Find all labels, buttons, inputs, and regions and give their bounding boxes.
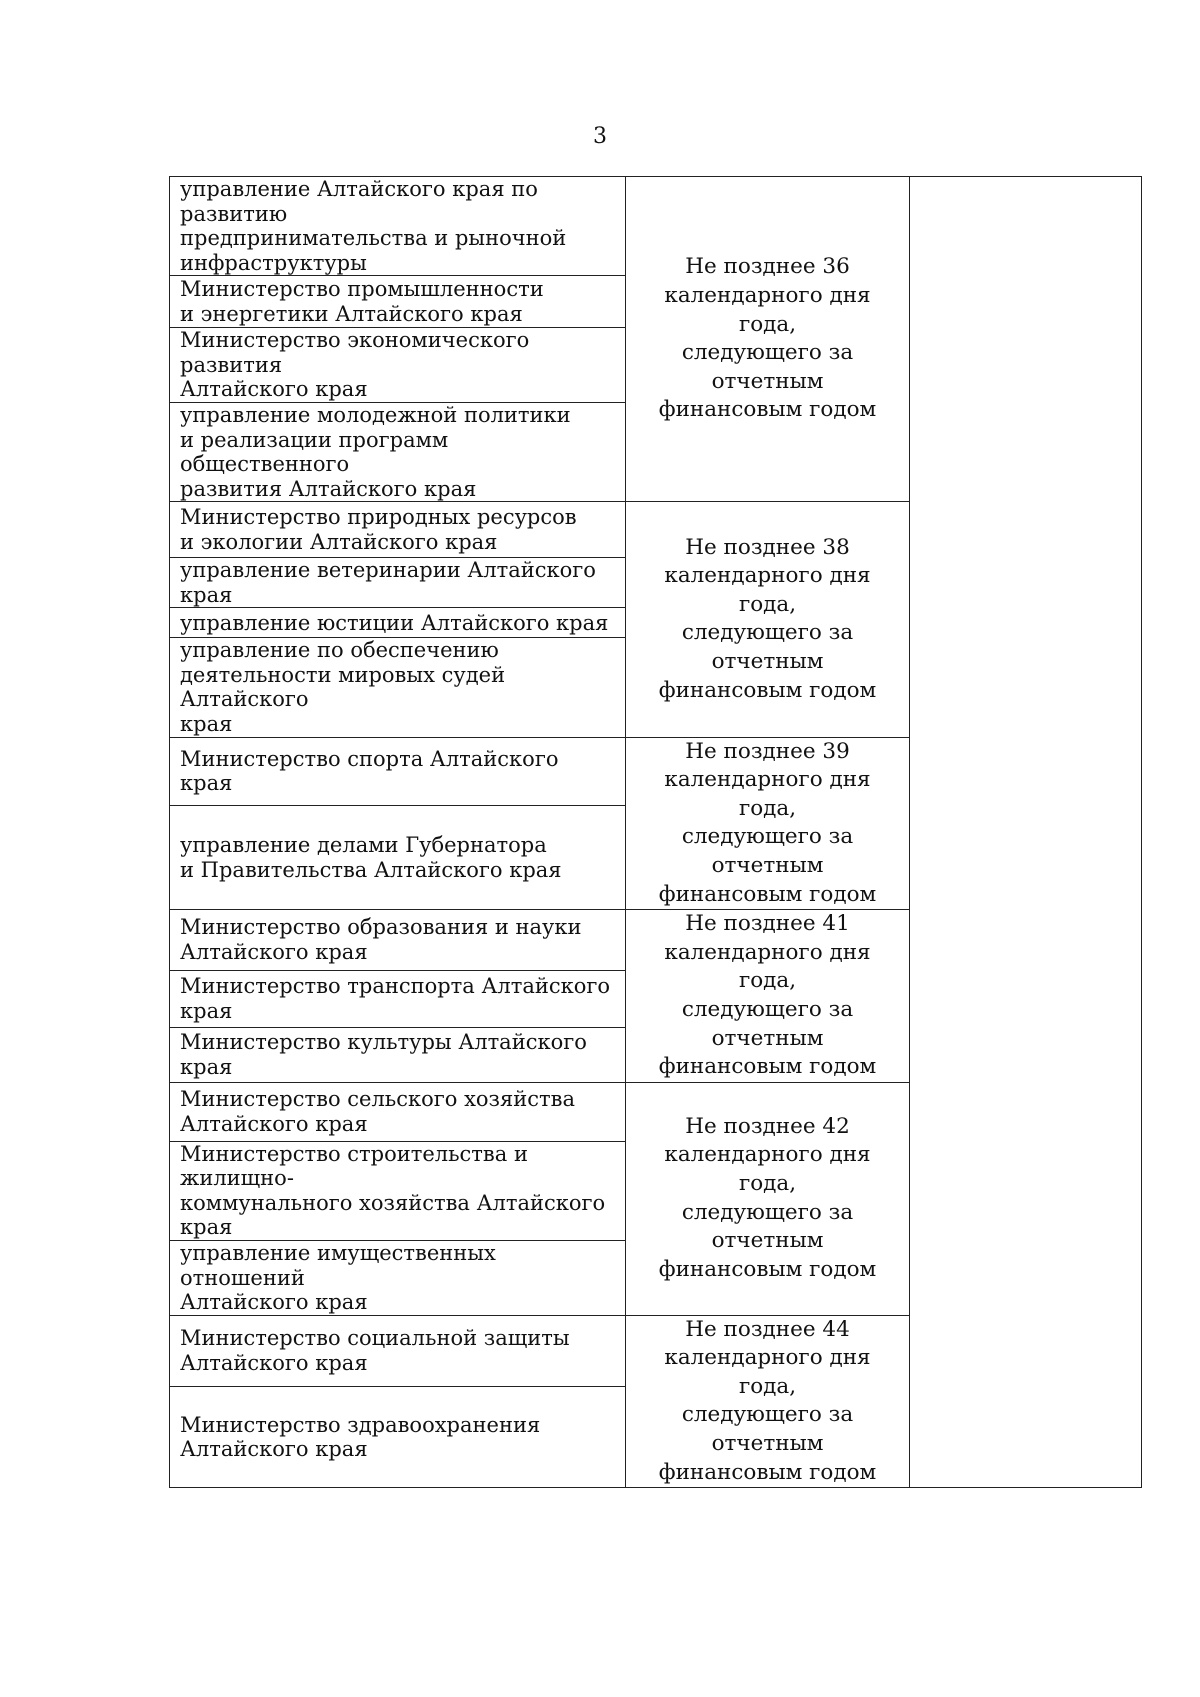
- organization-cell: [170, 1027, 626, 1082]
- organization-name-line: Министерство промышленности: [180, 277, 544, 302]
- organization-name-line: развития Алтайского края: [180, 476, 477, 501]
- organization-name-line: Алтайского края: [180, 1111, 368, 1136]
- deadline-text-line: следующего за отчетным: [681, 824, 854, 878]
- deadline-text-line: финансовым годом: [658, 677, 877, 703]
- deadline-text-line: финансовым годом: [658, 1054, 877, 1080]
- deadline-text-line: Не позднее 41: [685, 911, 850, 937]
- deadline-text-line: следующего за отчетным: [681, 620, 854, 674]
- organization-name-line: Министерство транспорта Алтайского: [180, 974, 611, 998]
- organization-name-line: Министерство культуры Алтайского края: [180, 1030, 587, 1079]
- table-row: [170, 177, 1142, 276]
- deadline-text-line: финансовым годом: [658, 397, 877, 423]
- organization-name-line: Министерство спорта Алтайского края: [180, 746, 559, 796]
- organization-name-line: управление делами Губернатора: [180, 833, 547, 858]
- organization-cell: [170, 970, 626, 1027]
- organization-name-line: Алтайского края: [180, 939, 368, 964]
- organization-name-line: управление ветеринарии Алтайского края: [180, 558, 596, 607]
- organization-cell: [170, 910, 626, 970]
- organization-cell: [170, 328, 626, 403]
- deadline-text-line: следующего за отчетным: [681, 340, 854, 394]
- deadline-text-line: календарного дня года,: [664, 1142, 871, 1197]
- organization-name-line: управление Алтайского края по развитию: [180, 177, 538, 226]
- deadline-text-line: календарного дня года,: [664, 939, 871, 994]
- organization-name-line: управление имущественных отношений: [180, 1240, 496, 1290]
- organization-name-line: управление по обеспечению: [180, 638, 499, 663]
- organization-cell: [170, 558, 626, 608]
- organization-name-line: Министерство сельского хозяйства: [180, 1087, 575, 1112]
- organization-name-line: Министерство образования и науки: [180, 915, 582, 940]
- organization-name-line: управление юстиции Алтайского края: [180, 610, 609, 635]
- organization-name-line: Алтайского края: [180, 1350, 368, 1375]
- organization-name-line: предпринимательства и рыночной: [180, 226, 567, 251]
- organization-cell: [170, 1315, 626, 1387]
- deadline-text-line: Не позднее 38: [685, 534, 850, 560]
- deadline-cell: [626, 737, 910, 910]
- deadline-text-line: следующего за отчетным: [681, 996, 854, 1051]
- organization-cell: [170, 737, 626, 806]
- organization-cell: [170, 608, 626, 638]
- organization-name-line: Министерство социальной защиты: [180, 1326, 570, 1351]
- page-number: 3: [593, 124, 607, 149]
- organization-name-line: края: [180, 712, 233, 736]
- deadline-text-line: календарного дня года,: [664, 282, 871, 337]
- deadline-text-line: календарного дня года,: [664, 563, 871, 617]
- deadline-text-line: календарного дня года,: [664, 767, 871, 821]
- organization-name-line: деятельности мировых судей Алтайского: [180, 662, 506, 712]
- organization-name-line: Алтайского края: [180, 1437, 368, 1462]
- organization-name-line: и Правительства Алтайского края: [180, 857, 562, 882]
- deadline-text-line: Не позднее 39: [685, 738, 850, 764]
- organization-cell: [170, 276, 626, 328]
- organization-name-line: и энергетики Алтайского края: [180, 301, 523, 326]
- organization-cell: [170, 638, 626, 737]
- organization-name-line: управление молодежной политики: [180, 402, 571, 427]
- deadline-cell: [626, 910, 910, 1083]
- organization-name-line: коммунального хозяйства Алтайского: [180, 1190, 606, 1215]
- organization-name-line: Алтайского края: [180, 1290, 368, 1315]
- deadline-text-line: календарного дня года,: [664, 1345, 871, 1399]
- deadline-table: [169, 176, 1142, 1488]
- deadline-cell: [626, 1082, 910, 1315]
- organization-name-line: и реализации программ общественного: [180, 427, 449, 477]
- organization-name-line: края: [180, 998, 233, 1023]
- deadline-text-line: следующего за отчетным: [681, 1199, 854, 1254]
- organization-cell: [170, 1387, 626, 1488]
- organization-name-line: края: [180, 1215, 233, 1240]
- deadline-cell: [626, 177, 910, 502]
- organization-cell: [170, 1082, 626, 1141]
- organization-name-line: и экологии Алтайского края: [180, 529, 498, 554]
- deadline-text-line: Не позднее 42: [685, 1113, 850, 1139]
- deadline-text-line: финансовым годом: [658, 1459, 877, 1485]
- organization-cell: [170, 1240, 626, 1315]
- organization-cell: [170, 1141, 626, 1240]
- organization-cell: [170, 502, 626, 558]
- organization-cell: [170, 177, 626, 276]
- organization-name-line: инфраструктуры: [180, 250, 367, 275]
- deadline-text-line: Не позднее 44: [685, 1316, 850, 1342]
- deadline-text-line: финансовым годом: [658, 881, 877, 907]
- organization-cell: [170, 402, 626, 501]
- organization-cell: [170, 806, 626, 910]
- organization-name-line: Министерство экономического развития: [180, 328, 530, 377]
- organization-name-line: Министерство природных ресурсов: [180, 505, 577, 530]
- deadline-text-line: финансовым годом: [658, 1256, 877, 1282]
- deadline-cell: [626, 502, 910, 737]
- deadline-table-body: [170, 177, 1142, 1488]
- organization-name-line: Министерство здравоохранения: [180, 1412, 541, 1437]
- deadline-cell: [626, 1315, 910, 1488]
- deadline-text-line: следующего за отчетным: [681, 1402, 854, 1456]
- organization-name-line: Алтайского края: [180, 377, 368, 402]
- organization-name-line: Министерство строительства и жилищно-: [180, 1141, 528, 1191]
- empty-column-cell: [910, 177, 1142, 1488]
- deadline-text-line: Не позднее 36: [685, 254, 850, 280]
